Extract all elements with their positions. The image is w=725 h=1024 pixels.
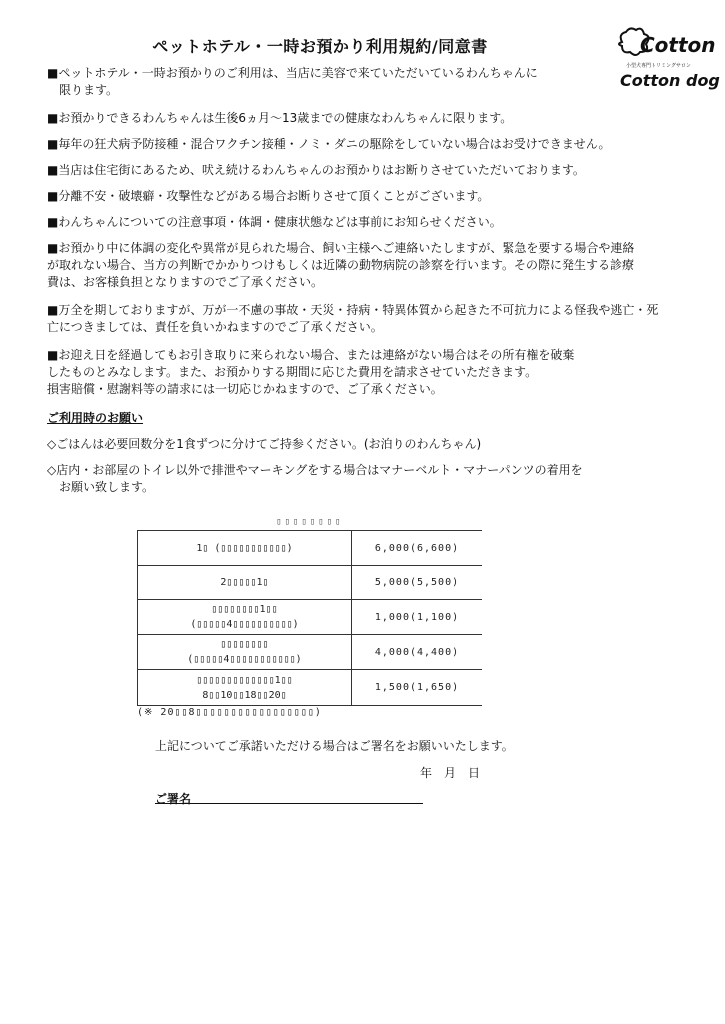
request-manner-belt: ◇店内・お部屋のトイレ以外で排泄やマーキングをする場合はマナーベルト・マナーパンツの着用を お願い致します。 (47, 463, 583, 494)
signature-label: ご署名 (155, 792, 192, 806)
price-row-value: 6,000(6,600) (352, 531, 483, 566)
price-table (137, 514, 482, 706)
price-row-label: ▯▯▯▯▯▯▯▯ (▯▯▯▯▯4▯▯▯▯▯▯▯▯▯▯▯) (138, 635, 352, 670)
svg-text:小型犬専門トリミングサロン: 小型犬専門トリミングサロン (626, 63, 691, 69)
svg-text:Cotton: Cotton (640, 33, 716, 57)
price-row-value: 1,500(1,650) (352, 670, 483, 706)
date-field[interactable]: 年 月 日 (420, 766, 481, 780)
term-illness: ■お預かり中に体調の変化や異常が見られた場合、飼い主様へご連絡いたしますが、緊急を要する場合や連絡 が取れない場合、当方の判断でかかりつけもしくは近隣の動物病院の診察を行います。その際に発生する診療 費は、お客様負担となりますのでご了承ください。 (47, 241, 635, 289)
requests-heading: ご利用時のお願い (47, 411, 144, 425)
price-table-note: (※ 20▯▯8▯▯▯▯▯▯▯▯▯▯▯▯▯▯▯▯▯) (137, 707, 322, 718)
price-row-label: 1▯ (▯▯▯▯▯▯▯▯▯▯▯) (138, 531, 352, 566)
price-row-value: 4,000(4,400) (352, 635, 483, 670)
term-behavior: ■分離不安・破壊癖・攻撃性などがある場合お断りさせて頂くことがございます。 (47, 189, 490, 203)
price-row-value: 1,000(1,100) (352, 600, 483, 635)
term-clients-only: ■ペットホテル・一時お預かりのご利用は、当店に美容で来ていただいているわんちゃんに 限ります。 (47, 66, 538, 97)
term-barking: ■当店は住宅街にあるため、吠え続けるわんちゃんのお預かりはお断りさせていただいております。 (47, 163, 585, 177)
price-row-label: 2▯▯▯▯▯1▯ (138, 566, 352, 600)
term-liability: ■万全を期しておりますが、万が一不慮の事故・天災・持病・特異体質から起きた不可抗力による怪我や逃亡・死 亡につきましては、責任を負いかねますのでご了承ください。 (47, 303, 659, 334)
signature-line[interactable] (155, 803, 423, 804)
term-vaccination: ■毎年の狂犬病予防接種・混合ワクチン接種・ノミ・ダニの駆除をしていない場合はお受けできません。 (47, 137, 611, 151)
svg-text:Cotton dog: Cotton dog (620, 71, 720, 90)
term-age-limit: ■お預かりできるわんちゃんは生後6ヵ月～13歳までの健康なわんちゃんに限ります。 (47, 111, 513, 125)
request-food: ◇ごはんは必要回数分を1食ずつに分けてご持参ください。(お泊りのわんちゃん) (47, 437, 482, 451)
price-row-value: 5,000(5,500) (352, 566, 483, 600)
price-row-label: ▯▯▯▯▯▯▯▯▯▯▯▯▯1▯▯ 8▯▯10▯▯18▯▯20▯ (138, 670, 352, 706)
agreement-text: 上記についてご承諾いただける場合はご署名をお願いいたします。 (155, 739, 514, 753)
term-health-notice: ■わんちゃんについての注意事項・体調・健康状態などは事前にお知らせください。 (47, 215, 502, 229)
page-title: ペットホテル・一時お預かり利用規約/同意書 (152, 37, 488, 56)
price-table-header: ▯▯▯▯▯▯▯▯ (138, 514, 483, 531)
price-row-label: ▯▯▯▯▯▯▯▯1▯▯ (▯▯▯▯▯4▯▯▯▯▯▯▯▯▯▯) (138, 600, 352, 635)
term-abandonment: ■お迎え日を経過してもお引き取りに来られない場合、または連絡がない場合はその所有権を破棄 したものとみなします。また、お預かりする期間に応じた費用を請求させていただきます。 損害賠償・慰謝料等の請求には一切応じかねますので、ご了承ください。 (47, 348, 575, 396)
